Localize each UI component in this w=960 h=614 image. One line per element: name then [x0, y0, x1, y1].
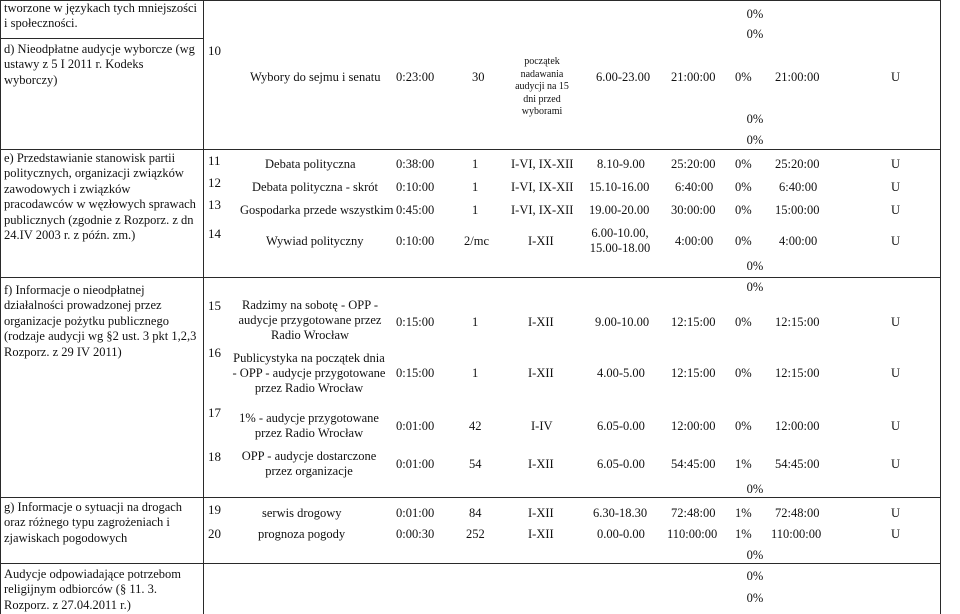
subtotal-pct: 0% — [746, 482, 764, 496]
program-count: 1 — [472, 315, 479, 329]
program-duration: 0:01:00 — [396, 506, 435, 520]
program-duration: 0:01:00 — [396, 457, 435, 471]
row-divider — [0, 563, 941, 564]
program-period: I-IV — [531, 419, 553, 433]
program-period: I-VI, IX-XII — [511, 180, 574, 194]
subtotal-pct: 0% — [746, 27, 764, 41]
category-h: Audycje odpowiadające potrzebom religijnym odbiorców (§ 11. 3. Rozporz. z 27.04.2011 r.) — [4, 567, 182, 612]
program-total-2: 15:00:00 — [775, 203, 820, 217]
program-total: 12:15:00 — [671, 366, 716, 380]
program-duration: 0:01:00 — [396, 419, 435, 433]
subtotal-pct: 0% — [746, 7, 764, 21]
program-percent: 1% — [735, 506, 752, 520]
program-period: I-XII — [528, 366, 554, 380]
program-period: I-XII — [528, 315, 554, 329]
program-flag: U — [891, 203, 901, 217]
program-hours: 0.00-0.00 — [597, 527, 645, 541]
row-number: 11 — [208, 153, 221, 168]
program-hours: 19.00-20.00 — [589, 203, 650, 217]
program-count: 1 — [472, 157, 479, 171]
program-period: I-XII — [528, 457, 554, 471]
program-total-2: 12:15:00 — [775, 315, 820, 329]
border-right — [940, 0, 941, 614]
program-title: Publicystyka na początek dnia - OPP - audycje przygotowane przez Radio Wrocław — [232, 351, 386, 395]
program-hours: 6.00-23.00 — [596, 70, 651, 84]
program-total: 30:00:00 — [671, 203, 716, 217]
program-period: I-VI, IX-XII — [511, 157, 574, 171]
program-duration: 0:15:00 — [396, 366, 435, 380]
program-total-2: 25:20:00 — [775, 157, 820, 171]
border-left — [0, 0, 1, 614]
program-percent: 0% — [735, 315, 752, 329]
program-period: początek nadawania audycji na 15 dni przed wyborami — [515, 56, 569, 117]
program-flag: U — [891, 527, 901, 541]
row-number: 15 — [208, 298, 221, 313]
program-title: prognoza pogody — [258, 527, 346, 541]
program-title: Debata polityczna — [265, 157, 356, 171]
program-period: I-VI, IX-XII — [511, 203, 574, 217]
program-hours: 6.30-18.30 — [593, 506, 648, 520]
program-percent: 0% — [735, 70, 752, 84]
program-title: Wywiad polityczny — [266, 234, 364, 248]
subtotal-pct: 0% — [746, 548, 764, 562]
program-title: Debata polityczna - skrót — [252, 180, 378, 194]
category-top: tworzone w językach tych mniejszości i społeczności. — [4, 1, 197, 31]
program-period: I-XII — [528, 234, 554, 248]
program-flag: U — [891, 70, 901, 84]
subtotal-pct: 0% — [746, 591, 764, 605]
program-flag: U — [891, 457, 901, 471]
row-divider — [0, 497, 941, 498]
program-total-2: 12:15:00 — [775, 366, 820, 380]
program-percent: 1% — [735, 457, 752, 471]
program-period: I-XII — [528, 527, 554, 541]
row-number: 18 — [208, 449, 221, 464]
row-number: 14 — [208, 226, 221, 241]
program-flag: U — [891, 315, 901, 329]
program-total: 21:00:00 — [671, 70, 716, 84]
program-count: 1 — [472, 180, 479, 194]
program-count: 1 — [472, 366, 479, 380]
program-duration: 0:10:00 — [396, 180, 435, 194]
program-hours: 4.00-5.00 — [597, 366, 645, 380]
program-hours: 8.10-9.00 — [597, 157, 645, 171]
program-duration: 0:38:00 — [396, 157, 435, 171]
program-percent: 0% — [735, 419, 752, 433]
program-total-2: 54:45:00 — [775, 457, 820, 471]
row-divider — [0, 38, 203, 39]
program-total: 25:20:00 — [671, 157, 716, 171]
program-total-2: 6:40:00 — [779, 180, 818, 194]
program-title: OPP - audycje dostarczone przez organizacje — [241, 449, 377, 478]
program-title: Radzimy na sobotę - OPP - audycje przygotowane przez Radio Wrocław — [238, 298, 382, 342]
subtotal-pct: 0% — [746, 280, 764, 294]
program-hours: 6.05-0.00 — [597, 419, 645, 433]
program-total: 12:00:00 — [671, 419, 716, 433]
program-flag: U — [891, 366, 901, 380]
program-duration: 0:00:30 — [396, 527, 435, 541]
program-percent: 0% — [735, 157, 752, 171]
category-e: e) Przedstawianie stanowisk partii politycznych, organizacji związków zawodowych i związków pracodawców w węzłowych sprawach publicznych (zgodnie z Rozporz. z dn 24.IV 2003 r. z późn. zm.) — [4, 151, 196, 243]
program-hours: 6.00-10.00, 15.00-18.00 — [589, 226, 651, 255]
program-title: Gospodarka przede wszystkim — [240, 203, 394, 217]
category-g: g) Informacje o sytuacji na drogach oraz różnego typu zagrożeniach i zjawiskach pogodowych — [4, 500, 183, 545]
row-number: 20 — [208, 526, 221, 541]
program-hours: 15.10-16.00 — [589, 180, 650, 194]
program-percent: 0% — [735, 203, 752, 217]
program-flag: U — [891, 180, 901, 194]
program-total-2: 12:00:00 — [775, 419, 820, 433]
program-flag: U — [891, 234, 901, 248]
program-percent: 0% — [735, 234, 752, 248]
program-period: I-XII — [528, 506, 554, 520]
program-total-2: 21:00:00 — [775, 70, 820, 84]
row-divider — [0, 149, 941, 150]
row-number: 16 — [208, 345, 221, 360]
category-d: d) Nieodpłatne audycje wyborcze (wg ustawy z 5 I 2011 r. Kodeks wyborczy) — [4, 42, 195, 87]
program-total-2: 72:48:00 — [775, 506, 820, 520]
program-hours: 6.05-0.00 — [597, 457, 645, 471]
program-percent: 1% — [735, 527, 752, 541]
program-percent: 0% — [735, 366, 752, 380]
program-duration: 0:23:00 — [396, 70, 435, 84]
program-count: 30 — [472, 70, 485, 84]
program-title: 1% - audycje przygotowane przez Radio Wrocław — [239, 411, 379, 440]
program-title: Wybory do sejmu i senatu — [250, 70, 381, 84]
program-total: 110:00:00 — [667, 527, 718, 541]
row-number: 13 — [208, 197, 221, 212]
program-count: 1 — [472, 203, 479, 217]
program-count: 2/mc — [464, 234, 489, 248]
row-number: 10 — [208, 43, 221, 58]
program-total: 12:15:00 — [671, 315, 716, 329]
program-title: serwis drogowy — [262, 506, 342, 520]
program-duration: 0:15:00 — [396, 315, 435, 329]
program-percent: 0% — [735, 180, 752, 194]
row-number: 17 — [208, 405, 221, 420]
program-total: 4:00:00 — [675, 234, 714, 248]
row-divider — [0, 277, 941, 278]
subtotal-pct: 0% — [746, 569, 764, 583]
program-count: 252 — [466, 527, 485, 541]
program-count: 42 — [469, 419, 482, 433]
program-flag: U — [891, 419, 901, 433]
program-flag: U — [891, 157, 901, 171]
category-f: f) Informacje o nieodpłatnej działalności prowadzonej przez organizacje pożytku publicznego (rodzaje audycji wg §2 ust. 3 pkt 1,2,3 Rozporz. z 29 IV 2011) — [4, 283, 197, 359]
program-hours: 9.00-10.00 — [595, 315, 650, 329]
program-total: 54:45:00 — [671, 457, 716, 471]
subtotal-pct: 0% — [746, 112, 764, 126]
program-total: 72:48:00 — [671, 506, 716, 520]
row-number: 19 — [208, 502, 221, 517]
program-duration: 0:10:00 — [396, 234, 435, 248]
program-flag: U — [891, 506, 901, 520]
program-count: 54 — [469, 457, 482, 471]
column-divider — [203, 0, 204, 614]
row-number: 12 — [208, 175, 221, 190]
subtotal-pct: 0% — [746, 259, 764, 273]
program-duration: 0:45:00 — [396, 203, 435, 217]
program-count: 84 — [469, 506, 482, 520]
program-total-2: 4:00:00 — [779, 234, 818, 248]
program-total-2: 110:00:00 — [771, 527, 822, 541]
subtotal-pct: 0% — [746, 133, 764, 147]
program-total: 6:40:00 — [675, 180, 714, 194]
